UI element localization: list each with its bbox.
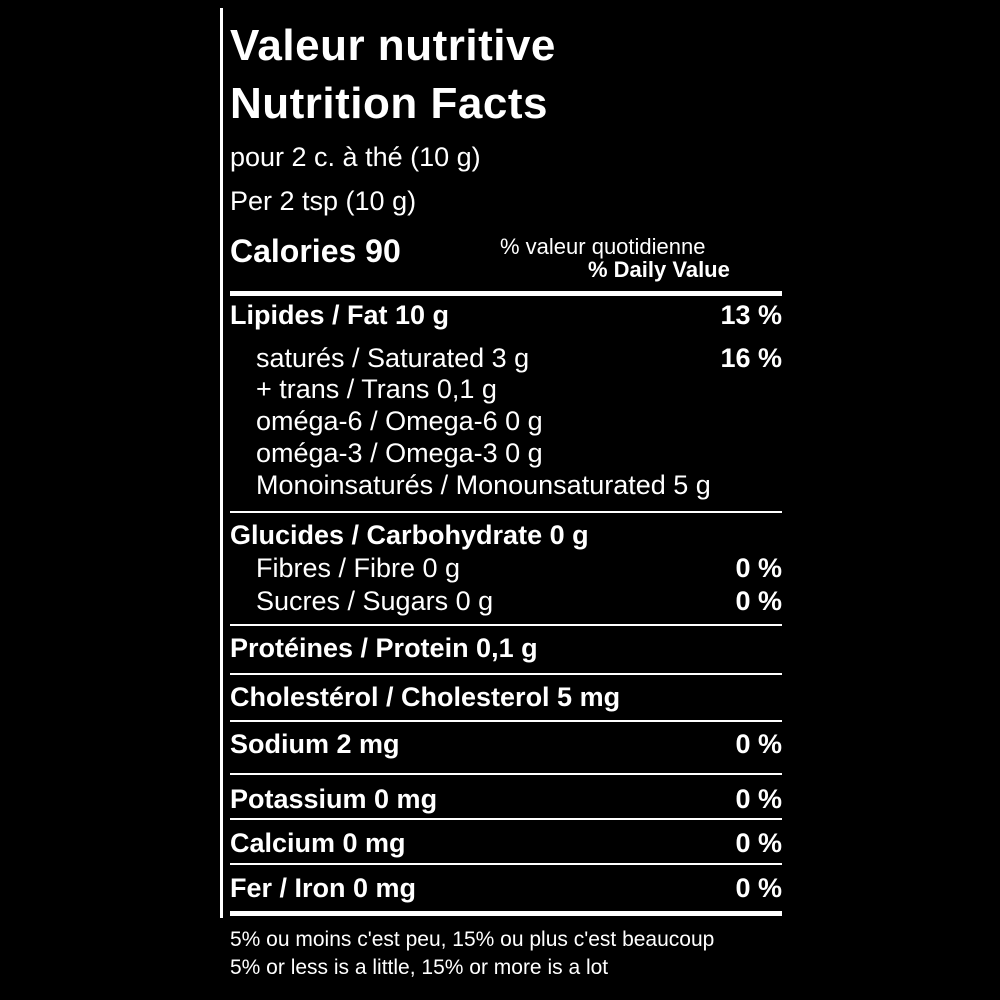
nutrient-name: Lipides / Fat 10 g xyxy=(230,300,450,330)
title-french: Valeur nutritive xyxy=(230,21,556,70)
nutrient-name: Sucres / Sugars 0 g xyxy=(256,586,494,616)
nutrient-name: Sodium 2 mg xyxy=(230,729,400,759)
nutrient-name: Calcium 0 mg xyxy=(230,828,406,858)
divider-cholesterol xyxy=(230,720,782,722)
nutrient-percent: 16 % xyxy=(720,343,782,373)
nutrient-name: oméga-6 / Omega-6 0 g xyxy=(256,406,543,436)
nutrient-percent: 0 % xyxy=(735,553,782,583)
divider-calcium xyxy=(230,863,782,865)
nutrient-name: Protéines / Protein 0,1 g xyxy=(230,633,538,663)
nutrition-facts-table xyxy=(220,8,790,983)
nutrient-percent: 0 % xyxy=(735,828,782,858)
calories-value: Calories 90 xyxy=(230,233,401,269)
nutrient-name: oméga-3 / Omega-3 0 g xyxy=(256,438,543,468)
divider-carbohydrate xyxy=(230,624,782,626)
nutrient-name: Glucides / Carbohydrate 0 g xyxy=(230,520,589,550)
nutrient-name: + trans / Trans 0,1 g xyxy=(256,374,497,404)
nutrient-percent: 0 % xyxy=(735,586,782,616)
footnote-french: 5% ou moins c'est peu, 15% ou plus c'est beaucoup xyxy=(230,928,715,951)
nutrient-percent: 0 % xyxy=(735,784,782,814)
nutrient-name: Cholestérol / Cholesterol 5 mg xyxy=(230,682,621,712)
title-english: Nutrition Facts xyxy=(230,79,548,128)
daily-value-header-english: % Daily Value xyxy=(588,257,730,282)
serving-size-english: Per 2 tsp (10 g) xyxy=(230,186,417,216)
nutrient-percent: 13 % xyxy=(720,300,782,330)
divider-fat xyxy=(230,511,782,513)
daily-value-header-french: % valeur quotidienne xyxy=(500,234,706,259)
serving-size-french: pour 2 c. à thé (10 g) xyxy=(230,142,481,172)
divider-calories xyxy=(230,291,782,296)
nutrient-name: Monoinsaturés / Monounsaturated 5 g xyxy=(256,470,711,500)
divider-sodium xyxy=(230,773,782,775)
nutrient-name: Fibres / Fibre 0 g xyxy=(256,553,461,583)
divider-bottom xyxy=(230,911,782,916)
footnote-english: 5% or less is a little, 15% or more is a lot xyxy=(230,956,609,979)
nutrient-percent: 0 % xyxy=(735,729,782,759)
nutrient-name: Fer / Iron 0 mg xyxy=(230,873,417,903)
nutrient-percent: 0 % xyxy=(735,873,782,903)
nutrient-name: saturés / Saturated 3 g xyxy=(256,343,530,373)
nutrient-name: Potassium 0 mg xyxy=(230,784,438,814)
divider-potassium xyxy=(230,818,782,820)
divider-protein xyxy=(230,673,782,675)
